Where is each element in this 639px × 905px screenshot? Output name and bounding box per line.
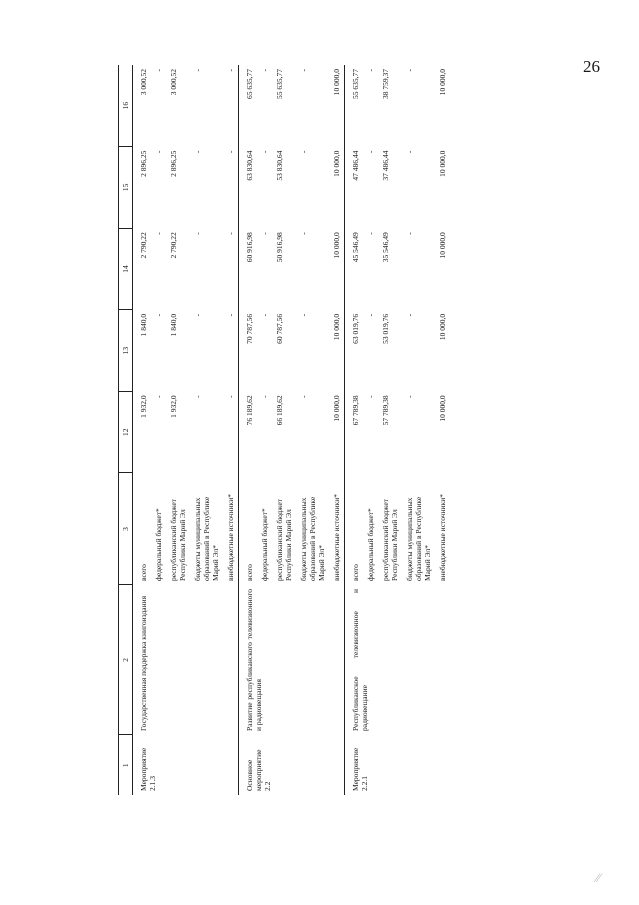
- funding-source-cell: бюджеты муниципальных образований в Республике Марий Эл*: [299, 496, 326, 581]
- amount-cell: -: [193, 313, 202, 317]
- funding-source-cell: республиканский бюджет Республики Марий Эл: [275, 499, 293, 581]
- funding-source-cell: внебюджетные источники*: [226, 494, 235, 581]
- amount-cell: 55 635,77: [275, 69, 284, 99]
- amount-cell: 60 916,98: [239, 228, 258, 310]
- rotated-table-area: [118, 65, 593, 795]
- activity-code-cell: Мероприятие 2.1.3: [139, 747, 157, 791]
- amount-cell: 10 000,0: [438, 313, 447, 341]
- amount-cell: 67 789,38: [345, 391, 364, 473]
- amount-cell: -: [226, 69, 235, 72]
- funding-source-cell: республиканский бюджет Республики Марий Эл: [381, 499, 399, 581]
- funding-source-cell: всего: [345, 473, 364, 585]
- amount-cell: 2 790,22: [139, 232, 148, 259]
- amount-cell: 60 787,56: [275, 313, 284, 344]
- amount-cell: -: [226, 232, 235, 235]
- table-row: [239, 65, 258, 795]
- table-row: [133, 65, 152, 795]
- amount-cell: 10 000,0: [332, 232, 341, 259]
- amount-cell: 38 759,37: [381, 69, 390, 99]
- amount-cell: -: [260, 313, 269, 317]
- amount-cell: 1 932,0: [139, 395, 148, 418]
- header-row: [119, 65, 133, 795]
- amount-cell: -: [193, 69, 202, 72]
- funding-source-cell: республиканский бюджет Республики Марий Эл: [169, 499, 187, 581]
- amount-cell: -: [366, 232, 375, 235]
- amount-cell: -: [299, 313, 308, 317]
- amount-cell: -: [154, 313, 163, 317]
- amount-cell: -: [405, 150, 414, 154]
- amount-cell: -: [226, 313, 235, 317]
- amount-cell: -: [154, 150, 163, 154]
- budget-table: [118, 65, 450, 795]
- amount-cell: 10 000,0: [438, 69, 447, 96]
- activity-name-cell: Государственная поддержка книгоиздания: [139, 595, 148, 731]
- amount-cell: 55 635,77: [345, 65, 364, 147]
- amount-cell: 10 000,0: [332, 313, 341, 341]
- column-header: 16: [119, 65, 133, 147]
- amount-cell: -: [405, 69, 414, 72]
- amount-cell: -: [193, 232, 202, 235]
- amount-cell: -: [299, 395, 308, 398]
- activity-code-cell: Мероприятие 2.2.1: [345, 735, 451, 795]
- funding-source-cell: федеральный бюджет*: [366, 508, 375, 581]
- amount-cell: 37 486,44: [381, 150, 390, 181]
- column-header: 13: [119, 310, 133, 392]
- amount-cell: -: [193, 150, 202, 154]
- activity-name-cell: Развитие республиканского телевизионного и радиовещания: [239, 585, 345, 735]
- amount-cell: 53 019,76: [381, 313, 390, 344]
- funding-source-cell: всего: [239, 473, 258, 585]
- amount-cell: 1 840,0: [169, 313, 178, 337]
- amount-cell: 45 546,49: [345, 228, 364, 310]
- funding-source-cell: бюджеты муниципальных образований в Республике Марий Эл*: [405, 496, 432, 581]
- column-header: 14: [119, 228, 133, 310]
- amount-cell: 1 932,0: [169, 395, 178, 418]
- amount-cell: 10 000,0: [438, 150, 447, 177]
- amount-cell: 63 019,76: [345, 310, 364, 392]
- amount-cell: 70 787,56: [239, 310, 258, 392]
- funding-source-cell: федеральный бюджет*: [260, 508, 269, 581]
- amount-cell: 10 000,0: [438, 395, 447, 422]
- amount-cell: -: [154, 69, 163, 72]
- amount-cell: -: [366, 395, 375, 398]
- amount-cell: -: [154, 395, 163, 398]
- amount-cell: 10 000,0: [438, 232, 447, 259]
- amount-cell: -: [226, 150, 235, 154]
- amount-cell: 53 830,64: [275, 150, 284, 181]
- amount-cell: 2 790,22: [169, 232, 178, 259]
- amount-cell: -: [299, 150, 308, 154]
- funding-source-cell: федеральный бюджет*: [154, 508, 163, 581]
- amount-cell: -: [260, 395, 269, 398]
- amount-cell: -: [405, 313, 414, 317]
- column-header: 12: [119, 391, 133, 473]
- amount-cell: 10 000,0: [332, 395, 341, 422]
- column-header: 3: [119, 473, 133, 585]
- amount-cell: 2 896,25: [169, 150, 178, 177]
- amount-cell: 3 000,52: [169, 69, 178, 96]
- amount-cell: -: [226, 395, 235, 398]
- amount-cell: 35 546,49: [381, 232, 390, 263]
- funding-source-cell: всего: [139, 564, 148, 581]
- amount-cell: 50 916,98: [275, 232, 284, 263]
- amount-cell: -: [366, 150, 375, 154]
- amount-cell: -: [299, 232, 308, 235]
- amount-cell: -: [405, 232, 414, 235]
- amount-cell: -: [299, 69, 308, 72]
- amount-cell: 63 830,64: [239, 147, 258, 229]
- column-header: 15: [119, 147, 133, 229]
- amount-cell: -: [260, 232, 269, 235]
- table-body: [133, 65, 451, 795]
- amount-cell: 66 189,62: [275, 395, 284, 426]
- funding-source-cell: внебюджетные источники*: [438, 494, 447, 581]
- amount-cell: -: [193, 395, 202, 398]
- amount-cell: -: [405, 395, 414, 398]
- column-header: 2: [119, 585, 133, 735]
- column-header: 1: [119, 735, 133, 795]
- activity-code-cell: Основное мероприятие 2.2: [239, 735, 345, 795]
- amount-cell: -: [366, 69, 375, 72]
- amount-cell: 10 000,0: [332, 69, 341, 96]
- amount-cell: 1 840,0: [139, 313, 148, 337]
- amount-cell: 76 189,62: [239, 391, 258, 473]
- page-number: 26: [583, 57, 600, 76]
- amount-cell: 2 896,25: [139, 150, 148, 177]
- amount-cell: -: [366, 313, 375, 317]
- funding-source-cell: внебюджетные источники*: [332, 494, 341, 581]
- amount-cell: -: [260, 69, 269, 72]
- activity-name-cell: Республиканское телевизионное и радиовещание: [345, 585, 451, 735]
- table-row: [345, 65, 364, 795]
- amount-cell: 65 635,77: [239, 65, 258, 147]
- amount-cell: -: [154, 232, 163, 235]
- amount-cell: 47 486,44: [345, 147, 364, 229]
- amount-cell: -: [260, 150, 269, 154]
- amount-cell: 57 789,38: [381, 395, 390, 426]
- scan-mark: ⁄⁄: [596, 870, 601, 885]
- amount-cell: 3 000,52: [139, 69, 148, 96]
- funding-source-cell: бюджеты муниципальных образований в Республике Марий Эл*: [193, 496, 220, 581]
- amount-cell: 10 000,0: [332, 150, 341, 177]
